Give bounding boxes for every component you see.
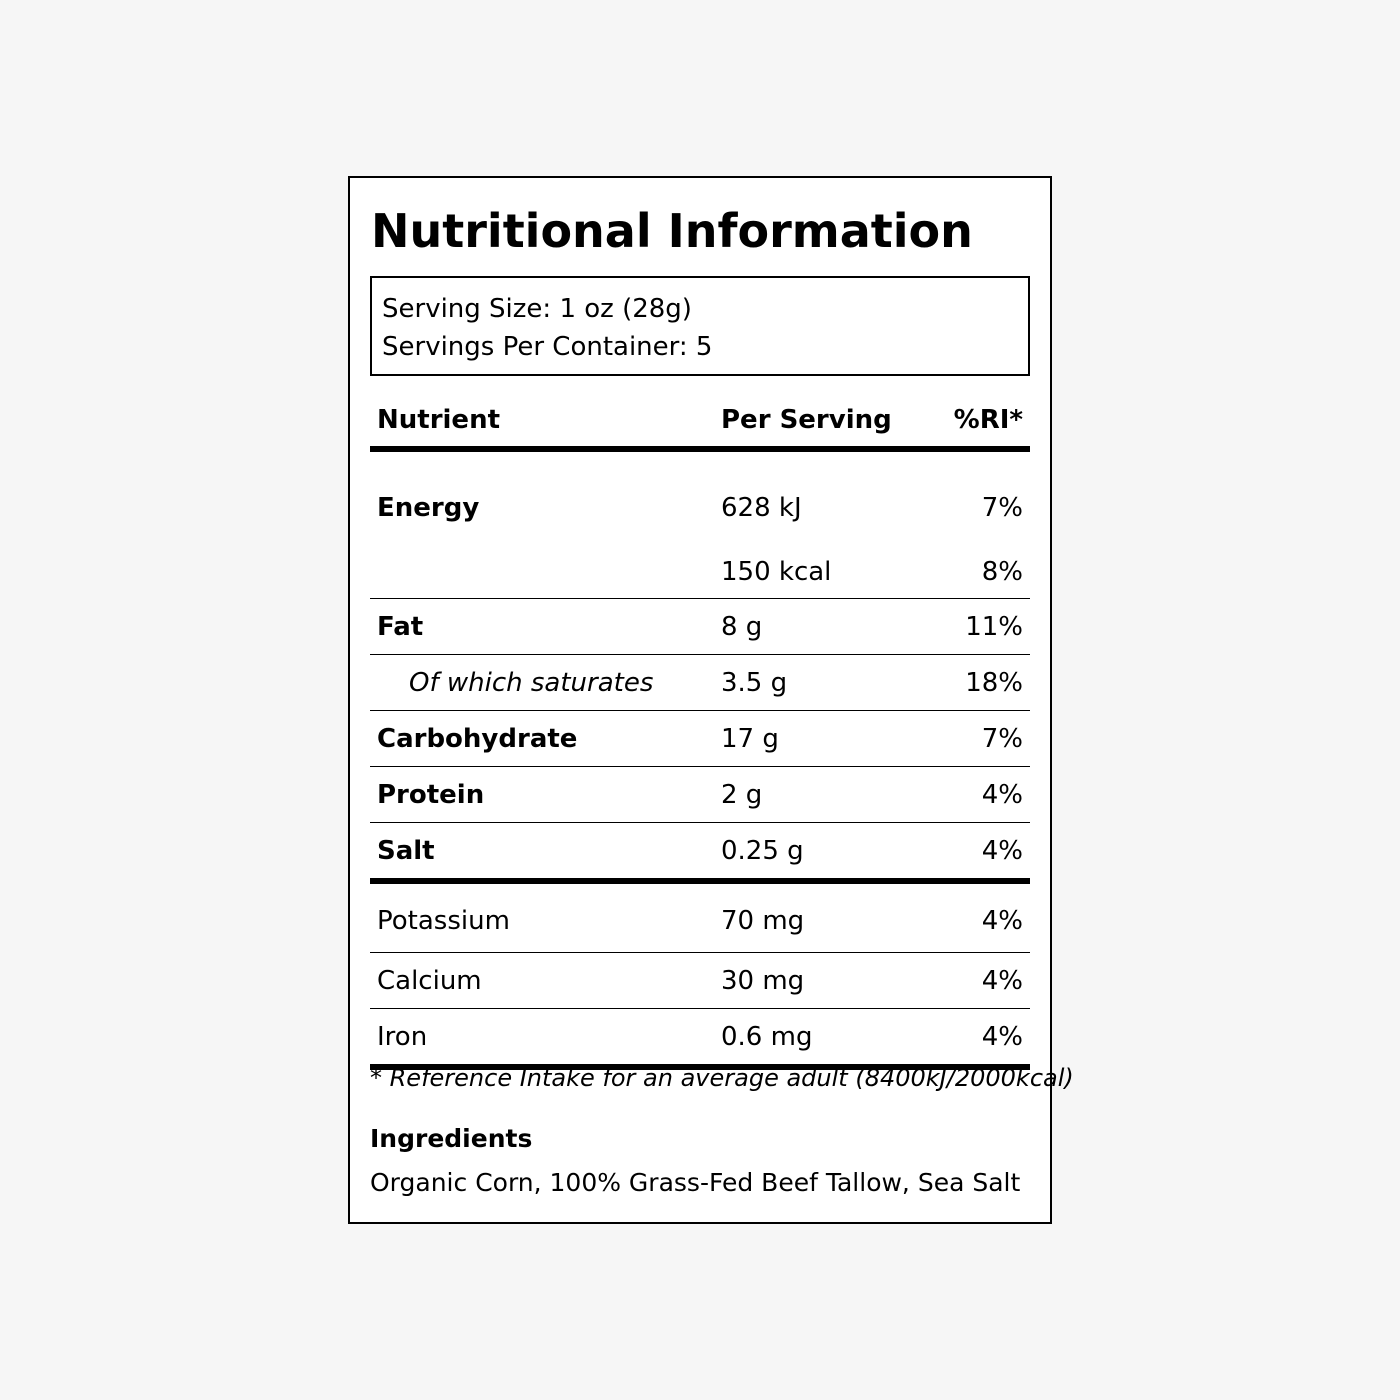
nutrient-name-fat: Fat <box>370 599 714 655</box>
table-row-saturates <box>370 655 1030 711</box>
protein-ri: 4% <box>918 767 1030 823</box>
carbohydrate-value: 17 g <box>714 711 918 767</box>
calcium-ri: 4% <box>918 953 1030 1009</box>
table-row-calcium <box>370 953 1030 1009</box>
header-ri: %RI* <box>918 394 1030 449</box>
protein-value: 2 g <box>714 767 918 823</box>
serving-size: Serving Size: 1 oz (28g) <box>382 294 692 324</box>
table-row-energy-kj <box>370 449 1030 546</box>
nutrient-name-salt: Salt <box>370 823 714 882</box>
table-row-protein <box>370 767 1030 823</box>
table-row-energy-kcal <box>370 546 1030 599</box>
nutrient-name-protein: Protein <box>370 767 714 823</box>
nutrition-label <box>348 176 1074 1224</box>
serving-info-box <box>370 276 1030 376</box>
ingredients-list: Organic Corn, 100% Grass-Fed Beef Tallow, Sea Salt <box>370 1168 1021 1197</box>
header-nutrient: Nutrient <box>370 394 714 449</box>
table-row-potassium <box>370 881 1030 953</box>
header-per-serving: Per Serving <box>714 394 918 449</box>
nutrient-name-energy: Energy <box>377 493 480 523</box>
table-row-carbohydrate <box>370 711 1030 767</box>
table-header-row <box>370 394 1030 449</box>
label-title: Nutritional Information <box>371 204 973 258</box>
potassium-ri: 4% <box>918 881 1030 953</box>
nutrient-name-potassium: Potassium <box>370 881 714 953</box>
energy-kcal-ri: 8% <box>918 546 1030 599</box>
energy-kcal-value: 150 kcal <box>714 546 918 599</box>
nutrient-name-iron: Iron <box>370 1009 714 1068</box>
carbohydrate-ri: 7% <box>918 711 1030 767</box>
nutrient-name-carbohydrate: Carbohydrate <box>370 711 714 767</box>
iron-ri: 4% <box>918 1009 1030 1068</box>
calcium-value: 30 mg <box>714 953 918 1009</box>
fat-ri: 11% <box>918 599 1030 655</box>
salt-value: 0.25 g <box>714 823 918 882</box>
potassium-value: 70 mg <box>714 881 918 953</box>
energy-kj-ri: 7% <box>981 493 1023 523</box>
nutrition-table <box>370 394 1030 1070</box>
nutrient-name-saturates: Of which saturates <box>370 655 714 711</box>
iron-value: 0.6 mg <box>714 1009 918 1068</box>
salt-ri: 4% <box>918 823 1030 882</box>
reference-intake-footnote: * Reference Intake for an average adult (8400kJ/2000kcal) <box>370 1064 1074 1092</box>
servings-per-container: Servings Per Container: 5 <box>382 332 713 362</box>
ingredients-heading: Ingredients <box>370 1124 533 1153</box>
fat-value: 8 g <box>714 599 918 655</box>
saturates-ri: 18% <box>918 655 1030 711</box>
table-row-fat <box>370 599 1030 655</box>
nutrient-name-empty <box>370 546 714 599</box>
nutrient-name-calcium: Calcium <box>370 953 714 1009</box>
table-row-iron <box>370 1009 1030 1068</box>
saturates-value: 3.5 g <box>714 655 918 711</box>
energy-kj-value: 628 kJ <box>721 493 802 523</box>
table-row-salt <box>370 823 1030 882</box>
